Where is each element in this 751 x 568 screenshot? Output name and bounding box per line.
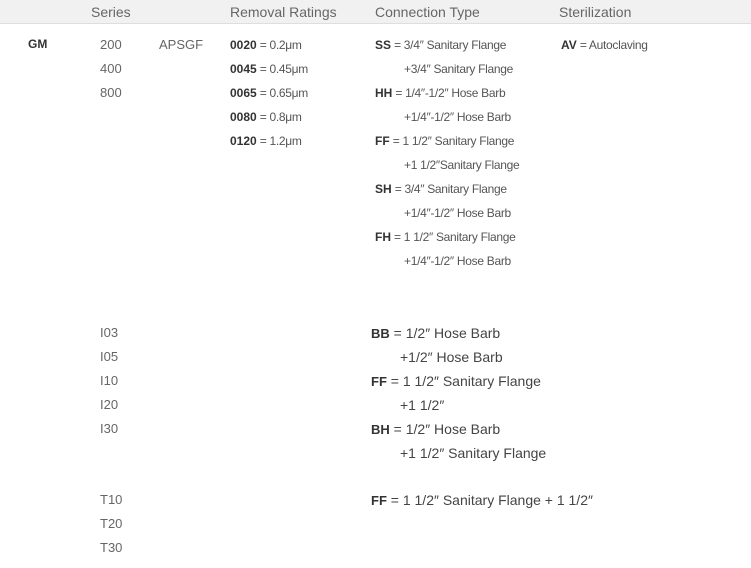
series-value: I03 [100, 325, 119, 340]
connection-row [375, 37, 506, 53]
rating-value: = 0.45μm [259, 62, 308, 76]
header-removal-ratings: Removal Ratings [230, 4, 337, 20]
connection-row [371, 373, 541, 390]
series-value: I05 [100, 349, 119, 364]
header-sterilization: Sterilization [559, 4, 632, 20]
connection-value: = 1 1/2″ Sanitary Flange [394, 230, 516, 244]
rating-value: = 1.2μm [259, 134, 302, 148]
connection-row [371, 421, 500, 438]
rating-value: = 0.8μm [259, 110, 302, 124]
connection-continuation: +1 1/2″Sanitary Flange [404, 158, 520, 172]
rating-row [230, 133, 302, 149]
series-value: I30 [100, 421, 119, 436]
series-value: I10 [100, 373, 119, 388]
connection-row [375, 133, 514, 149]
series-value: I20 [100, 397, 119, 412]
connection-code: SH [375, 182, 392, 196]
connection-code: HH [375, 86, 393, 100]
rating-code: 0065 [230, 86, 257, 100]
connection-code: BB [371, 326, 390, 341]
connection-continuation: +1/4″-1/2″ Hose Barb [404, 254, 511, 268]
rating-row [230, 61, 308, 77]
connection-row [375, 229, 516, 245]
product-code: APSGF [159, 37, 204, 52]
connection-continuation: +1 1/2″ Sanitary Flange [400, 445, 547, 461]
sterilization-row [561, 37, 648, 53]
connection-code: BH [371, 422, 390, 437]
connection-code: FH [375, 230, 391, 244]
series-value: T30 [100, 540, 123, 555]
series-value: T10 [100, 492, 123, 507]
connection-value: = 1/4″-1/2″ Hose Barb [395, 86, 506, 100]
rating-code: 0120 [230, 134, 257, 148]
sterilization-value: = Autoclaving [579, 38, 648, 52]
series-value: 400 [100, 61, 122, 76]
connection-row [375, 85, 505, 101]
series-value: 200 [100, 37, 122, 52]
rating-value: = 0.65μm [259, 86, 308, 100]
connection-value: = 3/4″ Sanitary Flange [394, 38, 507, 52]
rating-value: = 0.2μm [259, 38, 302, 52]
series-value: T20 [100, 516, 123, 531]
connection-row [371, 492, 593, 509]
connection-continuation: +1/4″-1/2″ Hose Barb [404, 206, 511, 220]
rating-row [230, 85, 308, 101]
sterilization-code: AV [561, 38, 577, 52]
connection-value: = 1/2″ Hose Barb [393, 421, 501, 437]
series-value: 800 [100, 85, 122, 100]
connection-code: SS [375, 38, 392, 52]
table-header [0, 0, 751, 24]
connection-continuation: +1/4″-1/2″ Hose Barb [404, 110, 511, 124]
rating-row [230, 109, 302, 125]
connection-code: FF [371, 374, 387, 389]
connection-continuation: +1/2″ Hose Barb [400, 349, 503, 365]
connection-code: FF [375, 134, 390, 148]
connection-value: = 3/4″ Sanitary Flange [394, 182, 507, 196]
connection-continuation: +1 1/2″ [400, 397, 445, 413]
connection-code: FF [371, 493, 387, 508]
connection-row [375, 181, 507, 197]
connection-value: = 1 1/2″ Sanitary Flange + 1 1/2″ [390, 492, 593, 508]
connection-row [371, 325, 500, 342]
connection-value: = 1 1/2″ Sanitary Flange [390, 373, 541, 389]
header-series: Series [91, 4, 131, 20]
connection-value: = 1 1/2″ Sanitary Flange [392, 134, 515, 148]
connection-continuation: +3/4″ Sanitary Flange [404, 62, 514, 76]
connection-value: = 1/2″ Hose Barb [393, 325, 501, 341]
rating-code: 0045 [230, 62, 257, 76]
model-code: GM [28, 37, 48, 51]
rating-code: 0020 [230, 38, 257, 52]
rating-code: 0080 [230, 110, 257, 124]
rating-row [230, 37, 302, 53]
header-connection-type: Connection Type [375, 4, 480, 20]
